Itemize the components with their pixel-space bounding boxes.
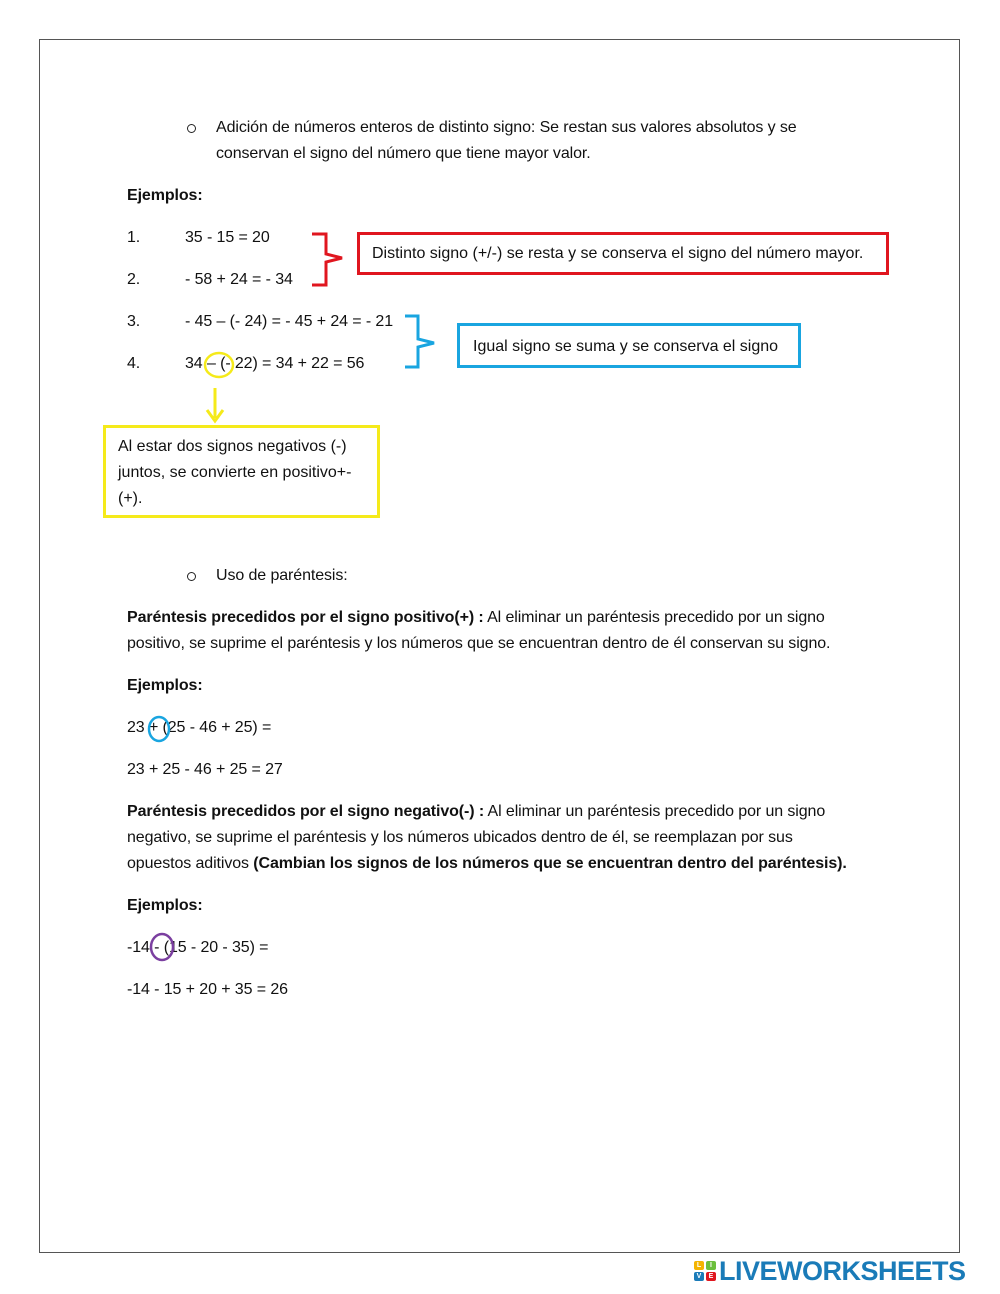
yellow-note-line2: juntos, se convierte en positivo+- [118, 464, 352, 481]
examples-heading: Ejemplos: [127, 187, 203, 204]
example-expression: - 45 – (- 24) = - 45 + 24 = - 21 [185, 313, 394, 330]
positive-rule-line2: positivo, se suprime el paréntesis y los números que se encuentran dentro de él conservan su signo. [127, 635, 831, 652]
red-brace-icon [312, 234, 342, 285]
example-number: 3. [127, 313, 141, 330]
logo-text: LIVEWORKSHEETS [719, 1255, 966, 1286]
negative-rule-title: Paréntesis precedidos por el signo negativo(-) : [127, 803, 485, 820]
examples-heading: Ejemplos: [127, 897, 203, 914]
blue-note-text: Igual signo se suma y se conserva el signo [473, 338, 779, 355]
example-number: 1. [127, 229, 141, 246]
positive-example: 23 + (25 - 46 + 25) = [127, 719, 272, 736]
positive-rule-text: Al eliminar un paréntesis precedido por un signo [483, 609, 825, 626]
examples-heading: Ejemplos: [127, 677, 203, 694]
logo-mark-icon [694, 1261, 716, 1281]
negative-rule-text: Al eliminar un paréntesis precedido por un signo [484, 803, 826, 820]
logo-letter: I [706, 1261, 716, 1270]
example-number: 4. [127, 355, 141, 372]
bullet-text-line1: Adición de números enteros de distinto signo: Se restan sus valores absolutos y se [216, 119, 797, 136]
logo-letter: V [694, 1272, 704, 1281]
positive-example-result: 23 + 25 - 46 + 25 = 27 [127, 761, 283, 778]
negative-rule-text-bold: (Cambian los signos de los números que se encuentran dentro del paréntesis). [253, 855, 847, 872]
positive-rule-title: Paréntesis precedidos por el signo positivo(+) : [127, 609, 484, 626]
negative-example: -14 - (15 - 20 - 35) = [127, 939, 269, 956]
yellow-note-line3: (+). [118, 490, 143, 507]
blue-circle-icon [149, 717, 169, 741]
example-number: 2. [127, 271, 141, 288]
purple-circle-icon [151, 934, 173, 960]
yellow-circle-icon [205, 353, 233, 377]
example-expression: - 58 + 24 = - 34 [185, 271, 293, 288]
liveworksheets-logo [694, 1256, 966, 1286]
bullet-text-line2: conservan el signo del número que tiene mayor valor. [216, 145, 591, 162]
logo-letter: E [706, 1272, 716, 1281]
example-expression: 35 - 15 = 20 [185, 229, 270, 246]
blue-brace-icon [405, 316, 434, 367]
yellow-note-line1: Al estar dos signos negativos (-) [118, 438, 347, 455]
negative-rule-line2: negativo, se suprime el paréntesis y los números ubicados dentro de él, se reemplazan por sus [127, 829, 793, 846]
negative-rule-text-normal: opuestos aditivos [127, 855, 254, 872]
example-expression: 34 – (- 22) = 34 + 22 = 56 [185, 355, 365, 372]
bullet-text: Uso de paréntesis: [216, 567, 348, 584]
negative-example-result: -14 - 15 + 20 + 35 = 26 [127, 981, 288, 998]
red-note-text: Distinto signo (+/-) se resta y se conserva el signo del número mayor. [372, 245, 864, 262]
logo-letter: L [694, 1261, 704, 1270]
